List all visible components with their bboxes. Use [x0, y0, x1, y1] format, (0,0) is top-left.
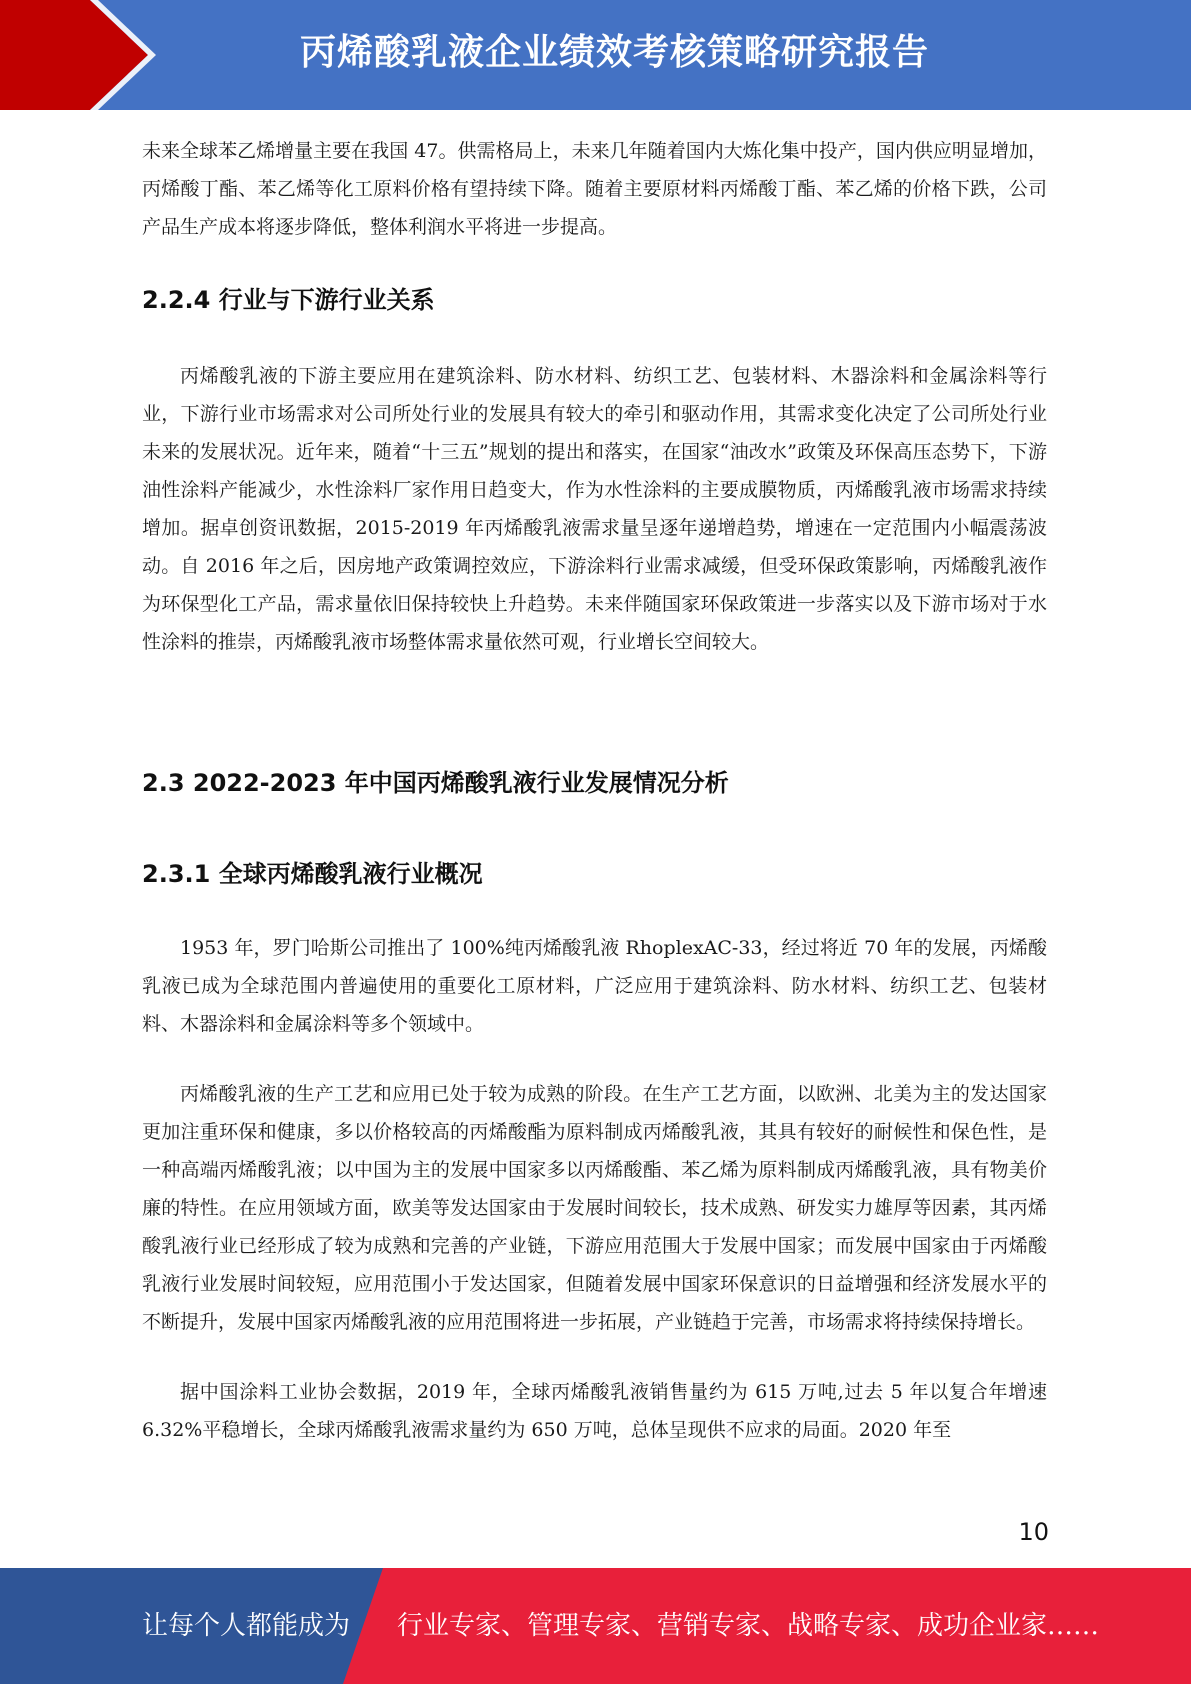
heading-2-3-1: 2.3.1 全球丙烯酸乳液行业概况 [142, 860, 483, 888]
paragraph-global-demand: 据中国涂料工业协会数据，2019 年，全球丙烯酸乳液销售量约为 615 万吨,过去 5 年以复合年增速 6.32%平稳增长，全球丙烯酸乳液需求量约为 650 万吨，总体呈现供不应求的局面。2020 年至 [142, 1381, 1047, 1441]
page-header [0, 0, 1191, 110]
paragraph-styrene-outlook: 未来全球苯乙烯增量主要在我国 47。供需格局上，未来几年随着国内大炼化集中投产，国内供应明显增加，丙烯酸丁酯、苯乙烯等化工原料价格有望持续下降。随着主要原材料丙烯酸丁酯、苯乙烯的价格下跌，公司产品生产成本将逐步降低，整体利润水平将进一步提高。 [142, 140, 1047, 238]
paragraph-process-maturity: 丙烯酸乳液的生产工艺和应用已处于较为成熟的阶段。在生产工艺方面，以欧洲、北美为主的发达国家更加注重环保和健康，多以价格较高的丙烯酸酯为原料制成丙烯酸乳液，其具有较好的耐候性和保色性，是一种高端丙烯酸乳液；以中国为主的发展中国家多以丙烯酸酯、苯乙烯为原料制成丙烯酸乳液，具有物美价廉的特性。在应用领域方面，欧美等发达国家由于发展时间较长，技术成熟、研发实力雄厚等因素，其丙烯酸乳液行业已经形成了较为成熟和完善的产业链，下游应用范围大于发展中国家；而发展中国家由于丙烯酸乳液行业发展时间较短，应用范围小于发达国家，但随着发展中国家环保意识的日益增强和经济发展水平的不断提升，发展中国家丙烯酸乳液的应用范围将进一步拓展，产业链趋于完善，市场需求将持续保持增长。 [142, 1083, 1047, 1333]
report-title: 丙烯酸乳液企业绩效考核策略研究报告 [300, 32, 930, 73]
page-footer [0, 1568, 1191, 1684]
paragraph-downstream-relationship: 丙烯酸乳液的下游主要应用在建筑涂料、防水材料、纺织工艺、包装材料、木器涂料和金属涂料等行业，下游行业市场需求对公司所处行业的发展具有较大的牵引和驱动作用，其需求变化决定了公司所处行业未来的发展状况。近年来，随着“十三五”规划的提出和落实，在国家“油改水”政策及环保高压态势下，下游油性涂料产能减少，水性涂料厂家作用日趋变大，作为水性涂料的主要成膜物质，丙烯酸乳液市场需求持续增加。据卓创资讯数据，2015-2019 年丙烯酸乳液需求量呈逐年递增趋势，增速在一定范围内小幅震荡波动。自 2016 年之后，因房地产政策调控效应，下游涂料行业需求减缓，但受环保政策影响，丙烯酸乳液作为环保型化工产品，需求量依旧保持较快上升趋势。未来伴随国家环保政策进一步落实以及下游市场对于水性涂料的推崇，丙烯酸乳液市场整体需求量依然可观，行业增长空间较大。 [142, 365, 1047, 653]
heading-2-3: 2.3 2022-2023 年中国丙烯酸乳液行业发展情况分析 [142, 769, 729, 797]
page-number: 10 [1018, 1518, 1049, 1546]
footer-slogan-right: 行业专家、管理专家、营销专家、战略专家、成功企业家…… [397, 1611, 1100, 1641]
paragraph-global-history: 1953 年，罗门哈斯公司推出了 100%纯丙烯酸乳液 RhoplexAC-33，经过将近 70 年的发展，丙烯酸乳液已成为全球范围内普遍使用的重要化工原材料，广泛应用于建筑涂料、防水材料、纺织工艺、包装材料、木器涂料和金属涂料等多个领域中。 [142, 937, 1047, 1035]
page-content [142, 132, 1047, 1449]
footer-slogan-left: 让每个人都能成为 [142, 1611, 351, 1641]
heading-2-2-4: 2.2.4 行业与下游行业关系 [142, 286, 435, 314]
